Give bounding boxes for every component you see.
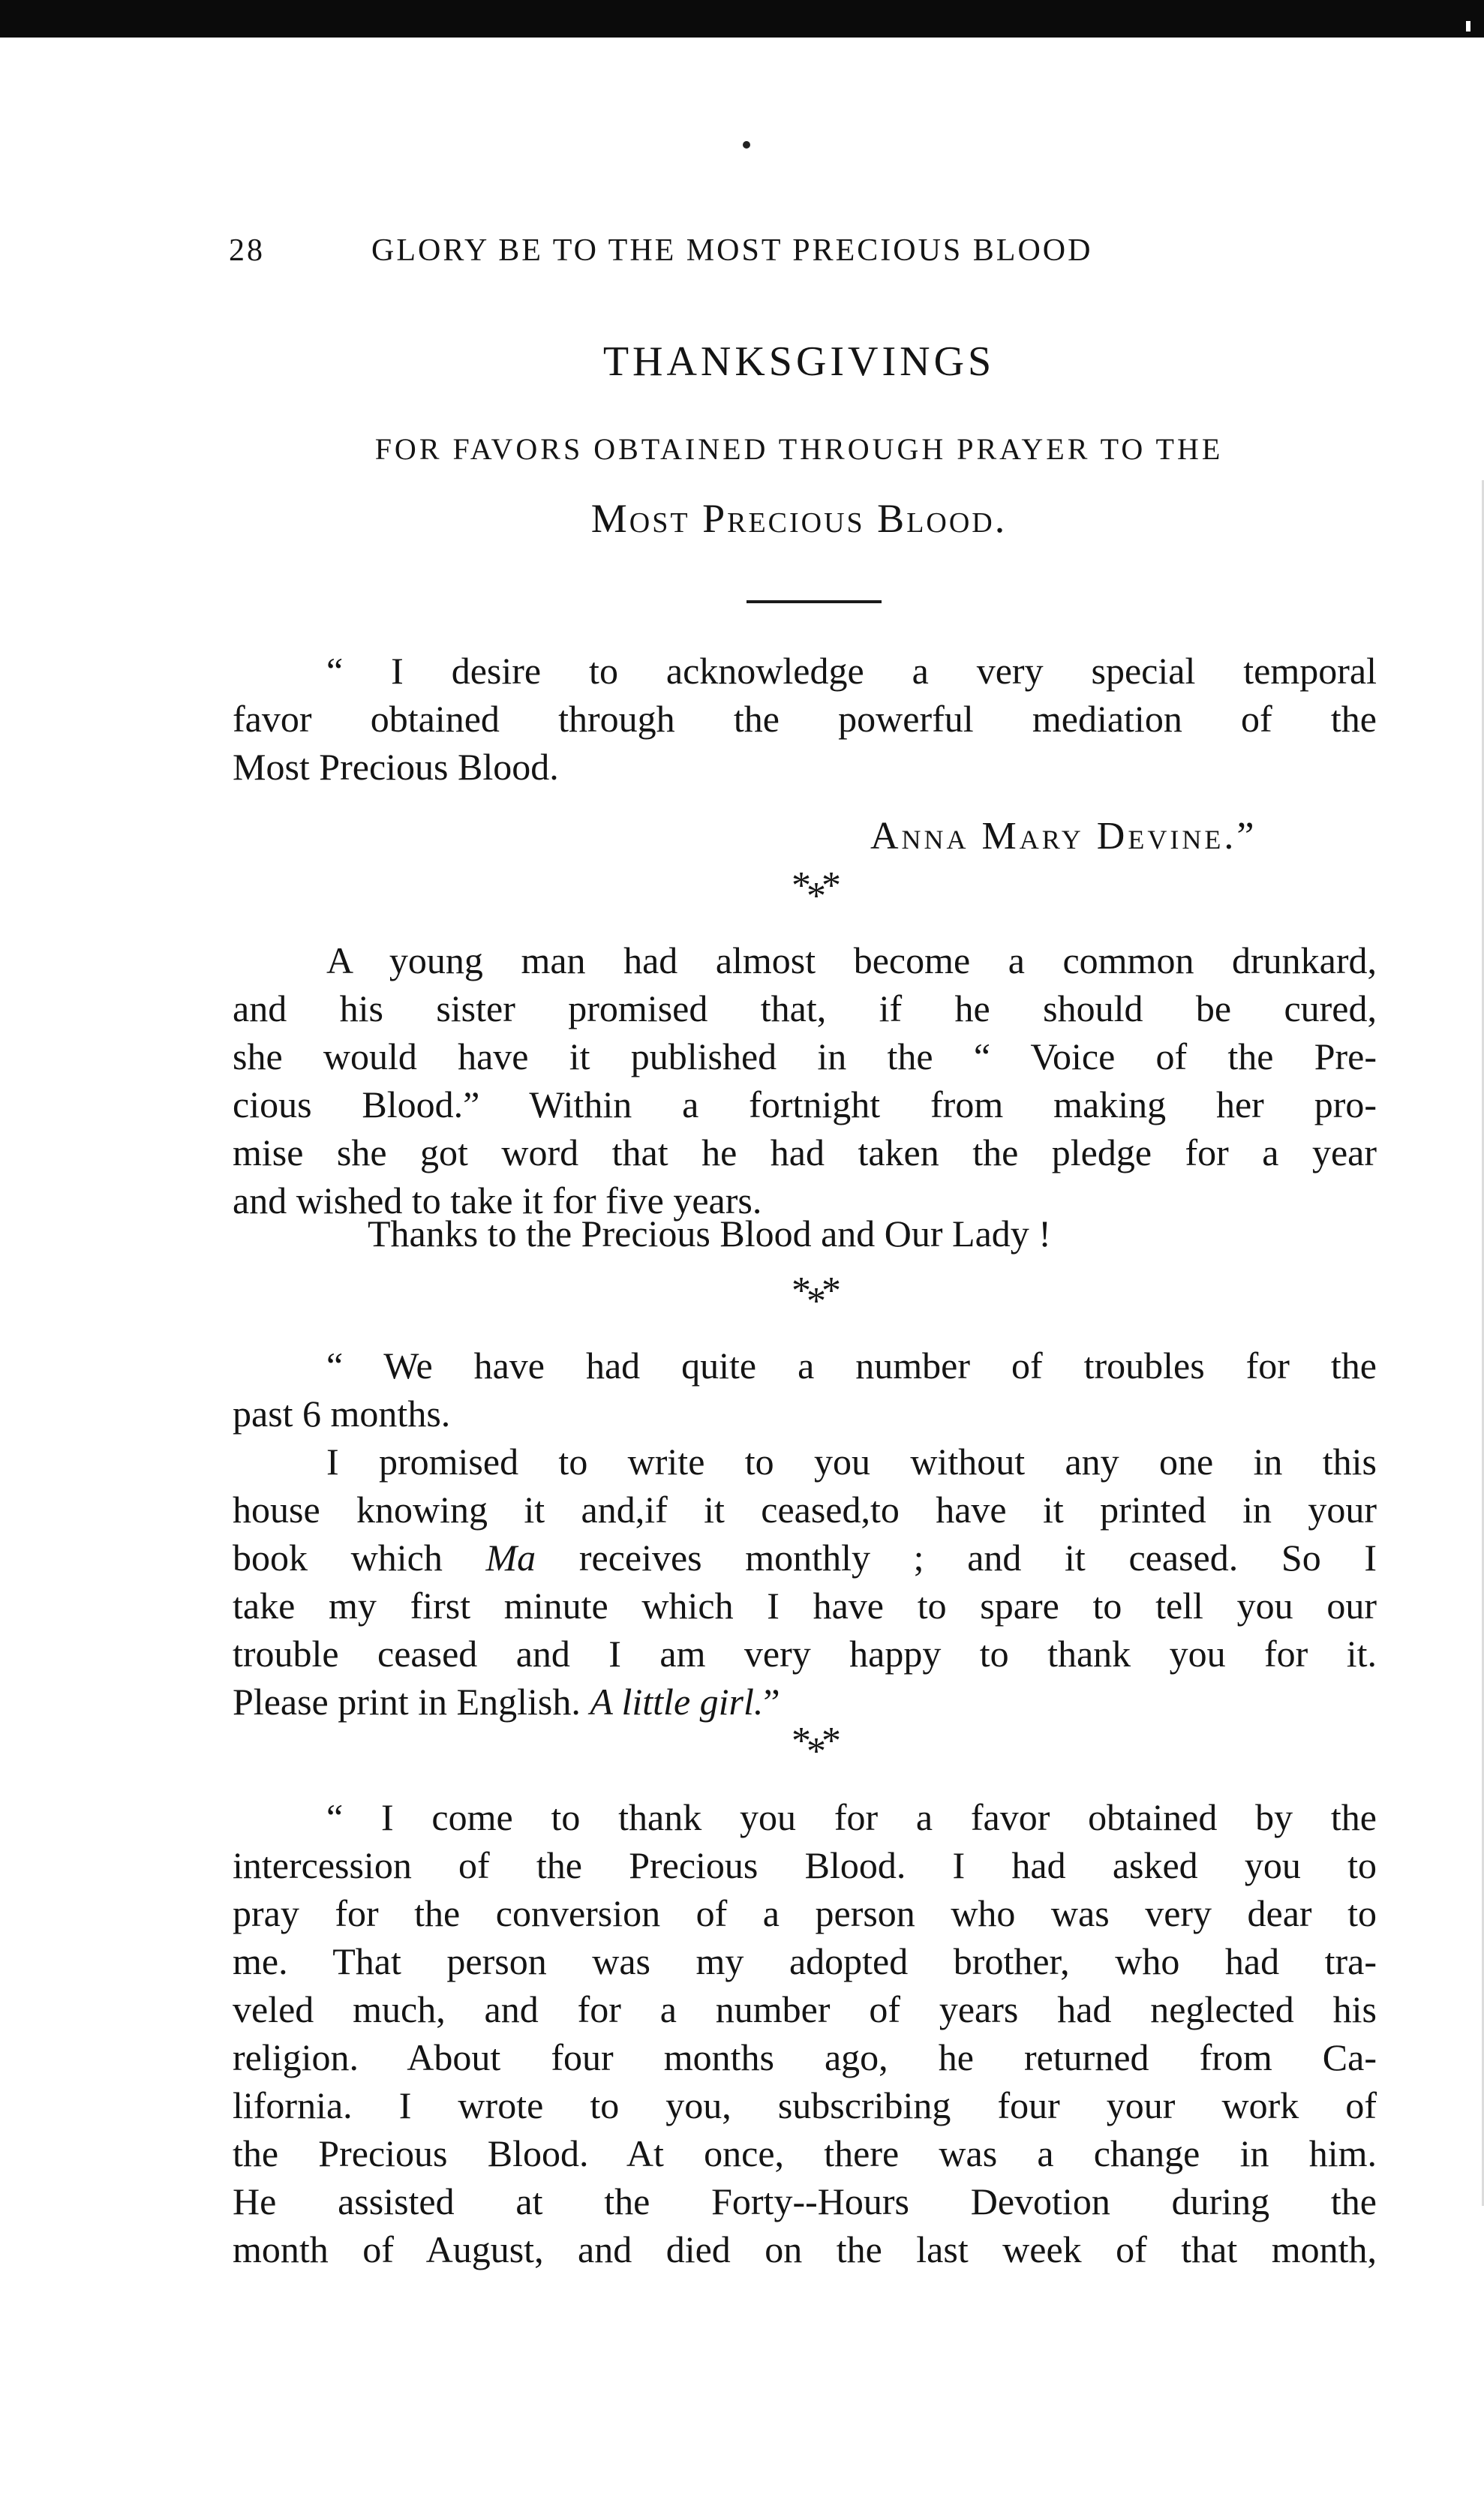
entry-line: Most Precious Blood. xyxy=(233,746,559,788)
entry-text: book which xyxy=(233,1537,443,1579)
separator-asterism xyxy=(769,1720,859,1773)
entry-line xyxy=(233,1678,1377,1726)
entry-line: veled much, and for a number of years had neglected his xyxy=(233,1988,1377,2030)
running-title: GLORY BE TO THE MOST PRECIOUS BLOOD xyxy=(371,233,1093,268)
entry-line: religion. About four months ago, he returned from Ca- xyxy=(233,2036,1377,2078)
entry-line: “ I come to thank you for a favor obtained by the xyxy=(326,1796,1377,1838)
entry-line: favor obtained through the powerful mediation of the xyxy=(233,698,1377,740)
entry-1-signature: Anna Mary Devine.” xyxy=(870,815,1257,858)
thanksgiving-entry-3 xyxy=(233,1342,1377,1726)
entry-line: trouble ceased and I am very happy to thank you for it. xyxy=(233,1633,1377,1675)
title-rule xyxy=(747,600,882,603)
scan-top-border xyxy=(0,0,1484,38)
asterism-star: * xyxy=(792,1270,807,1312)
entry-line: pray for the conversion of a person who was very dear to xyxy=(233,1892,1377,1934)
entry-line: intercession of the Precious Blood. I had asked you to xyxy=(233,1844,1377,1886)
closing-quote: ” xyxy=(763,1681,780,1723)
separator-asterism xyxy=(769,1270,859,1323)
asterism-star: * xyxy=(792,864,807,907)
asterism-star: * xyxy=(807,875,822,918)
entry-line: she would have it published in the “ Voice of the Pre- xyxy=(233,1035,1377,1077)
entry-line: cious Blood.” Within a fortnight from making her pro- xyxy=(233,1083,1377,1125)
entry-line: “ I desire to acknowledge a very special temporal xyxy=(326,650,1377,692)
asterism-star: * xyxy=(807,1280,822,1323)
entry-line: me. That person was my adopted brother, who had tra- xyxy=(233,1940,1377,1982)
asterism-star: * xyxy=(822,1270,837,1312)
entry-line: past 6 months. xyxy=(233,1393,451,1435)
entry-line: and wished to take it for five years. xyxy=(233,1179,762,1221)
entry-line: A young man had almost become a common drunkard, xyxy=(326,939,1377,981)
asterism-star: * xyxy=(822,864,837,907)
entry-text-italic: Ma xyxy=(485,1537,536,1579)
entry-line: the Precious Blood. At once, there was a change in him. xyxy=(233,2132,1377,2174)
ink-speck xyxy=(743,141,750,149)
thanksgiving-entry-1 xyxy=(233,647,1377,791)
asterism-star: * xyxy=(822,1720,837,1762)
section-subtitle-line2: Most Precious Blood. xyxy=(590,496,1008,541)
entry-2-thanks: Thanks to the Precious Blood and Our Lady ! xyxy=(368,1212,1051,1254)
entry-line: month of August, and died on the last week of that month, xyxy=(233,2228,1377,2270)
asterism-star: * xyxy=(792,1720,807,1762)
entry-signature-italic: A little girl. xyxy=(590,1681,764,1723)
thanksgiving-entry-4 xyxy=(233,1793,1377,2273)
running-head xyxy=(229,233,1197,278)
section-title: THANKSGIVINGS xyxy=(602,338,996,385)
page-number: 28 xyxy=(229,233,265,268)
entry-line: He assisted at the Forty--Hours Devotion during the xyxy=(233,2180,1377,2222)
entry-text: Please print in English. xyxy=(233,1681,581,1723)
section-subtitle-line1: FOR FAVORS OBTAINED THROUGH PRAYER TO THE xyxy=(374,432,1224,466)
thanksgiving-entry-2 xyxy=(233,936,1377,1224)
entry-line: and his sister promised that, if he should be cured, xyxy=(233,987,1377,1029)
entry-line xyxy=(233,1534,1377,1582)
asterism-star: * xyxy=(807,1730,822,1773)
entry-line: I promised to write to you without any one in this xyxy=(326,1441,1377,1483)
entry-text: receives monthly ; and it ceased. So I xyxy=(578,1537,1377,1579)
entry-line: lifornia. I wrote to you, subscribing four your work of xyxy=(233,2084,1377,2126)
entry-line: mise she got word that he had taken the pledge for a year xyxy=(233,1131,1377,1173)
separator-asterism xyxy=(769,864,859,918)
entry-line: “ We have had quite a number of troubles for the xyxy=(326,1345,1377,1387)
entry-line: take my first minute which I have to spare to tell you our xyxy=(233,1585,1377,1627)
entry-line: house knowing it and,if it ceased,to have it printed in your xyxy=(233,1489,1377,1531)
scan-notch xyxy=(1466,21,1470,32)
